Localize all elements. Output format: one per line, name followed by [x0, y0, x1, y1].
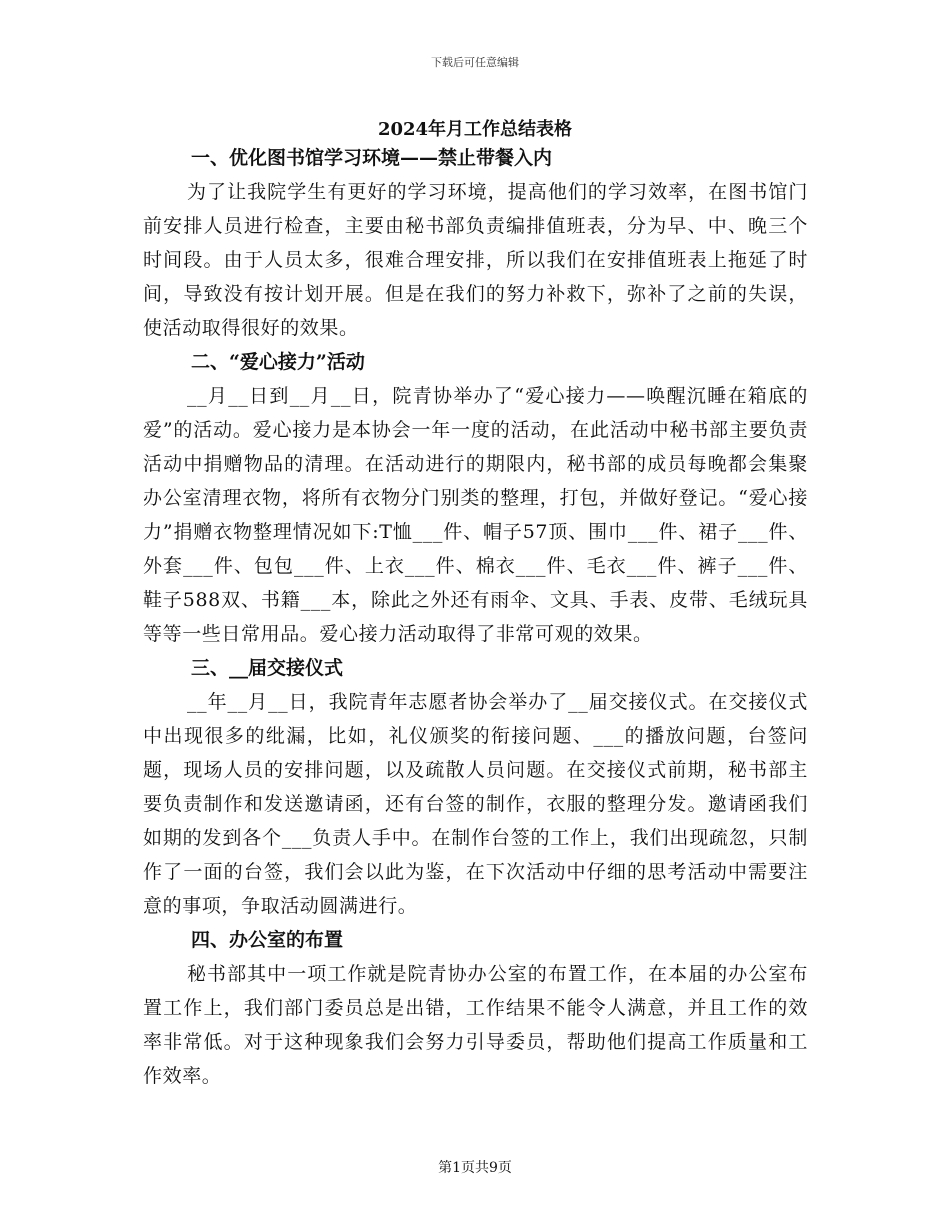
section-heading-2: 二、“爱心接力”活动 — [191, 351, 365, 373]
section-body-4: 秘书部其中一项工作就是院青协办公室的布置工作，在本届的办公室布置工作上，我们部门委员总是出错，工作结果不能令人满意，并且工作的效率非常低。对于这种现象我们会努力引导委员，帮助他们提高工作质量和工作效率。 — [143, 963, 808, 1087]
document-title: 2024年月工作总结表格 — [377, 119, 573, 140]
section-heading-1: 一、优化图书馆学习环境——禁止带餐入内 — [191, 147, 553, 169]
section-body-2: __月__日到__月__日，院青协举办了“爱心接力——唤醒沉睡在箱底的爱”的活动。爱心接力是本协会一年一度的活动，在此活动中秘书部主要负责活动中捐赠物品的清理。在活动进行的期限内，秘书部的成员每晚都会集聚办公室清理衣物，将所有衣物分门别类的整理，打包，并做好登记。“爱心接力”捐赠衣物整理情况如下:T恤___件、帽子57顶、围巾___件、裙子___件、外套___件、包包___件、上衣___件、棉衣___件、毛衣___件、裤子___件、鞋子588双、书籍___本，除此之外还有雨伞、文具、手表、皮带、毛绒玩具等等一些日常用品。爱心接力活动取得了非常可观的效果。 — [143, 385, 808, 645]
document-body — [143, 141, 808, 1093]
section-body-3: __年__月__日，我院青年志愿者协会举办了__届交接仪式。在交接仪式中出现很多的纰漏，比如，礼仪颁奖的衔接问题、___的播放问题，台签问题，现场人员的安排问题，以及疏散人员问题。在交接仪式前期，秘书部主要负责制作和发送邀请函，还有台签的制作，衣服的整理分发。邀请函我们如期的发到各个___负责人手中。在制作台签的工作上，我们出现疏忽，只制作了一面的台签，我们会以此为鉴，在下次活动中仔细的思考活动中需要注意的事项，争取活动圆满进行。 — [143, 691, 808, 917]
header-note: 下载后可任意编辑 — [431, 56, 519, 69]
page-footer: 第1页共9页 — [438, 1160, 512, 1176]
section-heading-3: 三、__届交接仪式 — [191, 657, 344, 679]
section-body-1: 为了让我院学生有更好的学习环境，提高他们的学习效率，在图书馆门前安排人员进行检查，主要由秘书部负责编排值班表，分为早、中、晚三个时间段。由于人员太多，很难合理安排，所以我们在安排值班表上拖延了时间，导致没有按计划开展。但是在我们的努力补救下，弥补了之前的失误，使活动取得很好的效果。 — [143, 181, 808, 339]
section-heading-4: 四、办公室的布置 — [191, 929, 344, 951]
